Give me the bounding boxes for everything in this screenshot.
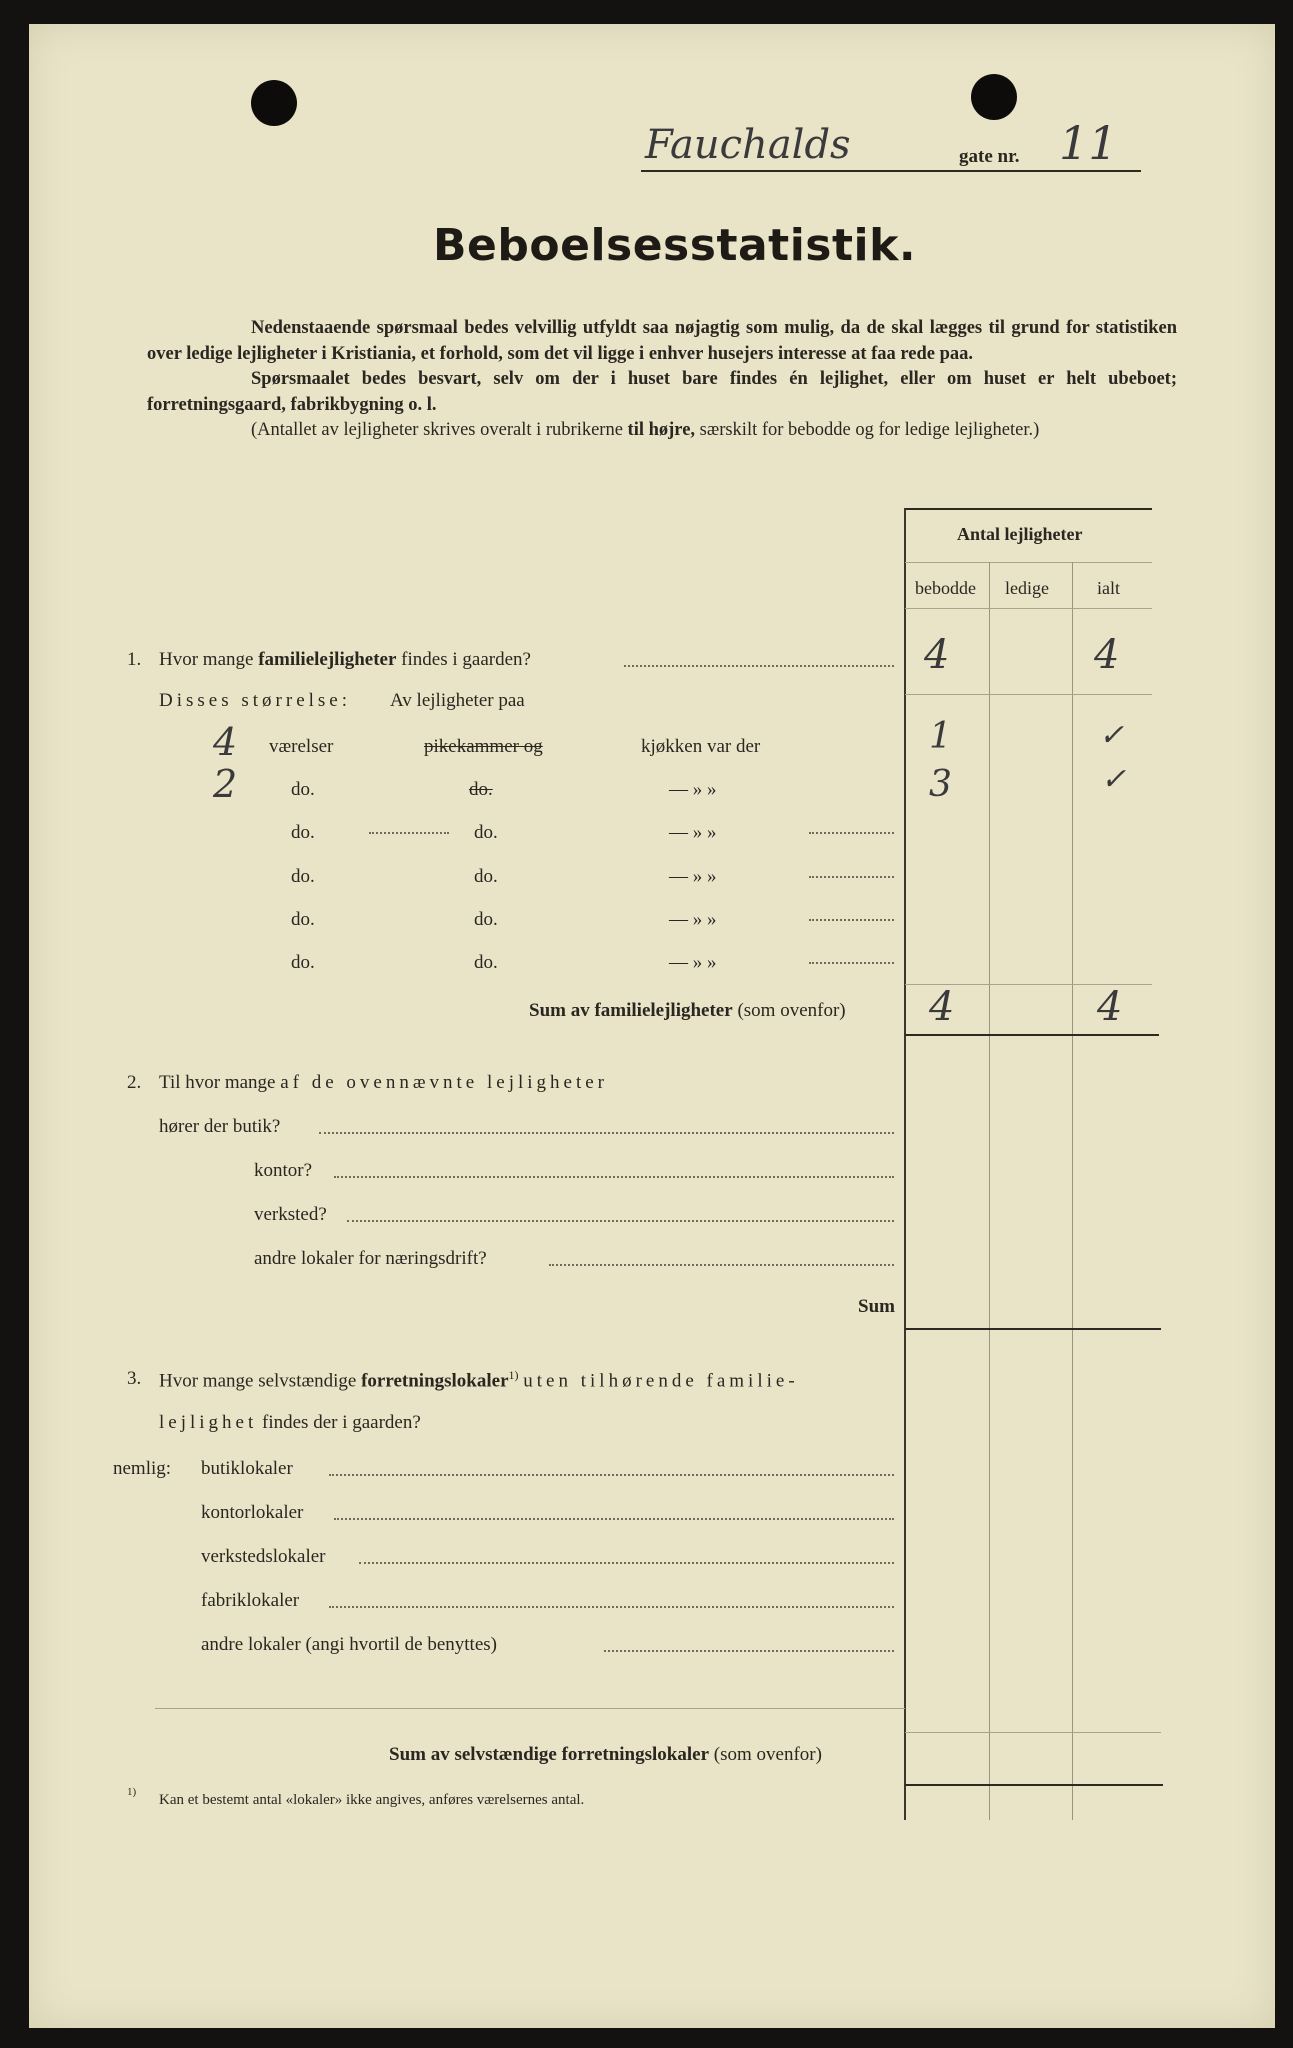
q2-andre-dots — [549, 1264, 894, 1266]
q3-footnote-ref: 1) — [508, 1368, 519, 1382]
footnote-mark: 1) — [127, 1786, 137, 1798]
table-top-rule — [904, 508, 1152, 510]
table-group-header: Antal lejligheter — [957, 524, 1083, 544]
intro-text — [147, 316, 1177, 444]
row1-bebodde: 1 — [929, 716, 952, 757]
intro-paragraph-1: Nedenstaaende spørsmaal bedes velvillig utfyldt saa nøjagtig som mulig, da de skal lægges til grund for statistiken over ledige lejligheter i Kristiania, et forhold, som det vil ligge i enhver husejers interesse at faa rede paa. — [147, 318, 1177, 364]
q3-blank-line — [155, 1708, 905, 1709]
row2-c1: do. — [291, 779, 315, 800]
q1-bebodde-value: 4 — [924, 632, 950, 678]
row2-bebodde: 3 — [929, 764, 952, 805]
row2-ialt-check: ✓ — [1101, 762, 1127, 797]
q3-item3-dots — [359, 1562, 894, 1564]
q2-butik-dots — [319, 1132, 894, 1134]
q3-line2 — [159, 1412, 421, 1434]
q3-question — [159, 1368, 799, 1392]
q3-item5-dots — [604, 1650, 894, 1652]
row6-c1: do. — [291, 952, 315, 973]
row3-c1: do. — [291, 822, 315, 843]
q2-verksted-dots — [347, 1220, 894, 1222]
q3-item4-dots — [329, 1606, 894, 1608]
row6-c3: — » » — [669, 952, 717, 973]
q3-sum-label — [389, 1744, 822, 1766]
q3-sum-top — [905, 1732, 1161, 1733]
row1-ialt-check: ✓ — [1099, 718, 1125, 753]
row4-c2: do. — [474, 866, 498, 887]
form-sheet — [29, 24, 1275, 2028]
gate-label: gate nr. — [959, 146, 1020, 167]
q3-sum-label-normal: (som ovenfor) — [713, 1744, 822, 1765]
q1-size-label: Disses størrelse: — [159, 690, 352, 711]
punch-hole-left — [251, 80, 297, 126]
row3-dots — [369, 832, 449, 834]
q1-number: 1. — [127, 649, 142, 670]
intro-paragraph-2: Spørsmaalet bedes besvart, selv om der i huset bare findes én lejlighet, eller om huset er helt ubeboet; forretningsgaard, fabrikbygning o. l. — [147, 369, 1177, 415]
q3-text-b: forretningslokaler — [361, 1370, 509, 1392]
row3-c3: — » » — [669, 822, 717, 843]
q2-question — [159, 1072, 608, 1094]
q2-kontor-dots — [334, 1176, 894, 1178]
row6-trail-dots — [809, 962, 894, 964]
punch-hole-right — [971, 74, 1017, 120]
q1-row-divider — [905, 694, 1152, 695]
q1-ialt-value: 4 — [1094, 632, 1120, 678]
row5-c1: do. — [291, 909, 315, 930]
q3-item-verkstedslokaler: verkstedslokaler — [201, 1546, 326, 1567]
q2-text-b: af de ovennævnte lejligheter — [280, 1072, 609, 1093]
row4-c3: — » » — [669, 866, 717, 887]
row1-c1: værelser — [269, 736, 334, 757]
row1-c2: pikekammer og — [424, 736, 543, 757]
col-header-ialt: ialt — [1097, 578, 1120, 598]
table-header-divider — [905, 562, 1152, 563]
q1-sum-label-bold: Sum av familielejligheter — [529, 1000, 733, 1021]
row2-c3: — » » — [669, 779, 717, 800]
table-left-border — [904, 508, 906, 1820]
row4-c1: do. — [291, 866, 315, 887]
q1-sum-ialt: 4 — [1097, 984, 1123, 1030]
q2-line-andre: andre lokaler for næringsdrift? — [254, 1248, 487, 1269]
col-header-ledige: ledige — [1005, 578, 1049, 598]
row6-c2: do. — [474, 952, 498, 973]
q1-sum-rule — [905, 1034, 1159, 1036]
q2-text-a: Til hvor mange — [159, 1072, 276, 1093]
q3-item-butiklokaler: butiklokaler — [201, 1458, 293, 1479]
house-number-handwritten: 11 — [1059, 116, 1118, 170]
footnote-text: Kan et bestemt antal «lokaler» ikke angives, anføres værelsernes antal. — [159, 1792, 585, 1808]
q1-leader-dots — [624, 665, 894, 667]
q3-item-andre: andre lokaler (angi hvortil de benyttes) — [201, 1634, 497, 1655]
q1-sum-bebodde: 4 — [929, 984, 955, 1030]
row5-c3: — » » — [669, 909, 717, 930]
street-name-handwritten: Fauchalds — [645, 122, 851, 168]
q2-sum-label: Sum — [858, 1296, 895, 1317]
q2-line-butik: hører der butik? — [159, 1116, 281, 1137]
q3-item-kontorlokaler: kontorlokaler — [201, 1502, 304, 1523]
q3-sum-rule — [905, 1784, 1163, 1786]
row2-c2: do. — [469, 779, 493, 800]
row2-rooms-handwritten: 2 — [213, 762, 238, 806]
row4-trail-dots — [809, 876, 894, 878]
q3-number: 3. — [127, 1368, 142, 1389]
q3-line2-b: findes der i gaarden? — [262, 1412, 421, 1433]
col-divider-1 — [989, 562, 990, 1820]
row3-c2: do. — [474, 822, 498, 843]
q1-text-b: familielejligheter — [258, 649, 397, 670]
q3-item-fabriklokaler: fabriklokaler — [201, 1590, 300, 1611]
row1-c3: kjøkken var der — [641, 736, 761, 757]
q1-sum-label-normal: (som ovenfor) — [737, 1000, 846, 1021]
q1-sum-label — [529, 1000, 846, 1022]
q1-text-c: findes i gaarden? — [401, 649, 531, 670]
street-underline — [641, 170, 1141, 172]
row5-trail-dots — [809, 919, 894, 921]
row3-trail-dots — [809, 832, 894, 834]
q3-text-a: Hvor mange selvstændige — [159, 1370, 357, 1392]
table-header-bottom — [905, 608, 1152, 609]
intro-p3-part-a: (Antallet av lejligheter skrives overalt i rubrikerne — [251, 420, 623, 440]
q3-item1-dots — [329, 1474, 894, 1476]
row1-rooms-handwritten: 4 — [213, 720, 238, 764]
q1-size-label2: Av lejligheter paa — [390, 690, 525, 711]
row5-c2: do. — [474, 909, 498, 930]
q3-sum-label-bold: Sum av selvstændige forretningslokaler — [389, 1744, 710, 1765]
q2-line-verksted: verksted? — [254, 1204, 327, 1225]
col-divider-2 — [1072, 562, 1073, 1820]
q3-item2-dots — [334, 1518, 894, 1520]
q3-text-c: uten tilhørende familie- — [523, 1370, 799, 1392]
q3-line2-a: lejlighet — [159, 1412, 258, 1433]
q2-line-kontor: kontor? — [254, 1160, 313, 1181]
intro-paragraph-3 — [147, 418, 1177, 444]
q1-text-a: Hvor mange — [159, 649, 254, 670]
q2-sum-rule — [905, 1328, 1161, 1330]
col-header-bebodde: bebodde — [915, 578, 976, 598]
page-title: Beboelsesstatistik. — [433, 220, 917, 271]
intro-p3-part-c: særskilt for bebodde og for ledige lejligheter.) — [699, 420, 1040, 440]
q2-number: 2. — [127, 1072, 142, 1093]
q1-question — [159, 649, 531, 671]
intro-p3-part-b: til højre, — [627, 420, 696, 440]
q3-nemlig: nemlig: — [113, 1458, 172, 1479]
